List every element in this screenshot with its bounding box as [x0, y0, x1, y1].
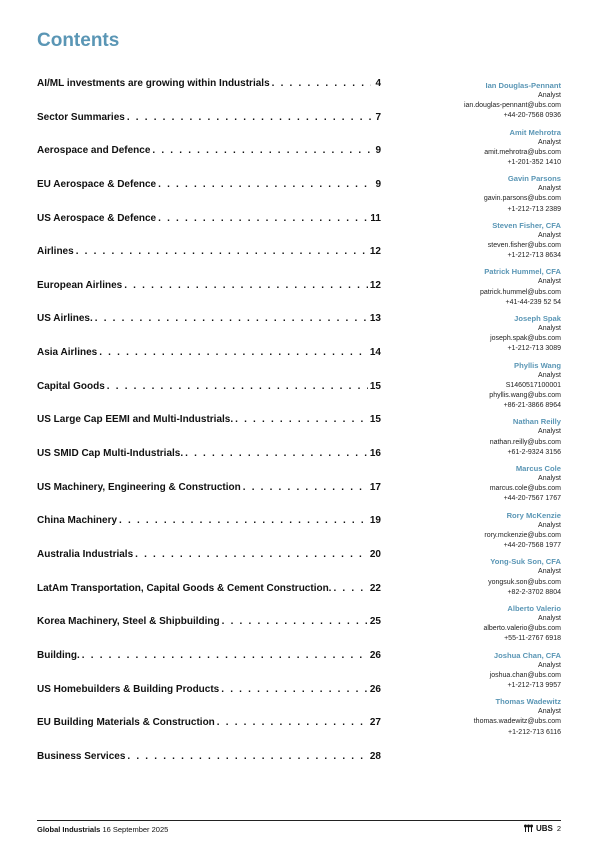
toc-leader-dots: [243, 482, 368, 493]
analyst-contact: [371, 80, 561, 122]
analyst-detail: +1-212-713 3089: [507, 345, 561, 353]
toc-leader-dots: [222, 616, 368, 627]
toc-entry-label: Building.: [37, 649, 80, 661]
analyst-name: Amit Mehrotra: [509, 127, 561, 137]
analyst-contact: [371, 603, 561, 645]
analyst-detail: Analyst: [538, 92, 561, 99]
toc-entry[interactable]: [37, 179, 381, 213]
analyst-detail: +55-11-2767 6918: [504, 635, 561, 643]
analyst-name: Thomas Wadewitz: [495, 697, 561, 707]
analyst-name: Patrick Hummel, CFA: [484, 267, 561, 277]
analyst-detail: +1-212-713 2389: [507, 205, 561, 213]
analyst-contact: [371, 360, 561, 412]
toc-entry-page: 9: [375, 178, 381, 190]
toc-entry[interactable]: [37, 246, 381, 280]
toc-entry-label: Korea Machinery, Steel & Shipbuilding: [37, 616, 220, 628]
toc-entry[interactable]: [37, 78, 381, 112]
analyst-email[interactable]: joseph.spak@ubs.com: [490, 335, 561, 343]
toc-entry-page: 15: [369, 380, 381, 392]
analyst-name: Gavin Parsons: [507, 174, 561, 184]
toc-entry-label: US Large Cap EEMI and Multi-Industrials.: [37, 414, 234, 426]
analyst-detail: +1-212-713 8634: [507, 252, 561, 260]
analyst-detail: +1-212-713 6116: [508, 728, 561, 736]
toc-leader-dots: [135, 549, 368, 560]
toc-entry-label: European Airlines: [37, 279, 123, 291]
analyst-list: [371, 80, 561, 743]
analyst-detail: Analyst: [538, 371, 561, 379]
toc-entry-label: AI/ML investments are growing within Industrials: [37, 78, 270, 89]
analyst-detail: Analyst: [538, 614, 561, 622]
analyst-detail: +1-201-352 1410: [507, 159, 561, 167]
toc-entry-page: 9: [375, 145, 381, 157]
toc-entry-page: 27: [369, 717, 381, 729]
toc-entry[interactable]: [37, 650, 381, 684]
ubs-logo-text: UBS: [535, 824, 553, 833]
analyst-name: Nathan Reilly: [512, 417, 561, 427]
toc-entry-page: 25: [369, 616, 381, 628]
toc-entry[interactable]: [37, 482, 381, 516]
toc-leader-dots: [107, 381, 368, 392]
toc-entry[interactable]: [37, 515, 381, 549]
toc-leader-dots: [158, 213, 368, 224]
toc-entry-page: 12: [369, 279, 381, 291]
analyst-detail: Analyst: [538, 521, 561, 529]
analyst-detail: Analyst: [538, 568, 561, 576]
toc-leader-dots: [127, 112, 371, 123]
analyst-email[interactable]: phyllis.wang@ubs.com: [489, 392, 561, 400]
analyst-detail: +44-20-7568 0936: [503, 112, 561, 120]
analyst-email[interactable]: rory.mckenzie@ubs.com: [484, 531, 561, 539]
analyst-contact: [371, 650, 561, 692]
analyst-detail: Analyst: [538, 185, 561, 193]
analyst-contact: [371, 463, 561, 505]
toc-leader-dots: [221, 684, 368, 695]
toc-entry-page: 12: [369, 246, 381, 258]
toc-entry-label: Airlines: [37, 246, 74, 258]
analyst-name: Joseph Spak: [514, 314, 561, 324]
toc-entry-page: 19: [369, 515, 381, 527]
toc-entry-page: 20: [369, 548, 381, 560]
toc-entry[interactable]: [37, 684, 381, 718]
toc-entry[interactable]: [37, 313, 381, 347]
analyst-contact: [371, 556, 561, 598]
analyst-name: Steven Fisher, CFA: [492, 220, 561, 230]
footer-report-info: [37, 825, 168, 834]
toc-entry[interactable]: [37, 448, 381, 482]
toc-entry[interactable]: [37, 414, 381, 448]
toc-entry[interactable]: [37, 583, 381, 617]
toc-leader-dots: [127, 751, 367, 762]
toc-entry-label: Capital Goods: [37, 380, 105, 392]
analyst-detail: Analyst: [538, 661, 561, 669]
toc-entry-label: EU Aerospace & Defence: [37, 178, 157, 190]
footer-report-title: Global Industrials: [37, 825, 101, 834]
analyst-email[interactable]: steven.fisher@ubs.com: [487, 242, 561, 250]
toc-entry-label: US Homebuilders & Building Products: [37, 683, 220, 695]
analyst-email[interactable]: gavin.parsons@ubs.com: [483, 195, 561, 203]
analyst-contact: [371, 696, 561, 738]
toc-leader-dots: [99, 347, 368, 358]
page-title: Contents: [37, 30, 120, 51]
toc-leader-dots: [158, 179, 371, 190]
toc-leader-dots: [124, 280, 368, 291]
toc-entry-page: 16: [369, 448, 381, 460]
analyst-name: Phyllis Wang: [514, 360, 561, 370]
analyst-email[interactable]: joshua.chan@ubs.com: [489, 671, 561, 679]
analyst-contact: [371, 313, 561, 355]
ubs-logo: [523, 824, 553, 833]
footer-brand: [523, 824, 561, 833]
analyst-email[interactable]: thomas.wadewitz@ubs.com: [473, 718, 561, 726]
analyst-contact: [371, 510, 561, 552]
analyst-detail: Analyst: [538, 138, 561, 146]
toc-leader-dots: [272, 78, 371, 89]
toc-leader-dots: [76, 246, 368, 257]
analyst-detail: +41-44-239 52 54: [505, 298, 561, 306]
toc-entry-page: 28: [369, 750, 381, 762]
toc-entry-label: LatAm Transportation, Capital Goods & Cement Construction.: [37, 582, 332, 594]
analyst-name: Alberto Valerio: [507, 603, 561, 613]
toc-entry-label: EU Building Materials & Construction: [37, 717, 215, 729]
toc-entry-page: 26: [369, 683, 381, 695]
ubs-keys-icon: [523, 824, 534, 833]
toc-entry-label: Sector Summaries: [37, 111, 125, 123]
toc-entry-page: 13: [369, 313, 381, 325]
analyst-contact: [371, 220, 561, 262]
toc-entry-page: 4: [375, 78, 381, 89]
toc-leader-dots: [333, 583, 367, 594]
analyst-name: Marcus Cole: [515, 464, 561, 474]
analyst-detail: +44-20-7568 1977: [503, 542, 561, 550]
analyst-detail: S1460517100001: [505, 381, 561, 389]
toc-leader-dots: [217, 717, 368, 728]
analyst-email[interactable]: nathan.reilly@ubs.com: [489, 438, 561, 446]
analyst-detail: Analyst: [538, 475, 561, 483]
analyst-contact: [371, 266, 561, 308]
toc-entry-page: 17: [369, 481, 381, 493]
analyst-email[interactable]: marcus.cole@ubs.com: [489, 485, 561, 493]
toc-entry[interactable]: [37, 381, 381, 415]
toc-entry[interactable]: [37, 280, 381, 314]
analyst-detail: +1-212-713 9957: [507, 681, 561, 689]
toc-leader-dots: [185, 448, 368, 459]
analyst-contact: [371, 416, 561, 458]
analyst-detail: +82-2-3702 8804: [507, 588, 561, 596]
toc-entry-label: Aerospace and Defence: [37, 145, 151, 157]
analyst-email[interactable]: alberto.valerio@ubs.com: [483, 625, 561, 633]
table-of-contents: [37, 78, 381, 784]
page-number: 2: [556, 824, 561, 833]
analyst-detail: +86-21-3866 8964: [503, 402, 561, 410]
toc-leader-dots: [235, 414, 368, 425]
analyst-detail: Analyst: [538, 428, 561, 436]
toc-entry-label: Australia Industrials: [37, 548, 134, 560]
toc-entry-label: Asia Airlines: [37, 347, 98, 359]
toc-entry-label: US SMID Cap Multi-Industrials.: [37, 448, 184, 460]
toc-entry-label: China Machinery: [37, 515, 118, 527]
analyst-detail: Analyst: [538, 231, 561, 239]
analyst-name: Rory McKenzie: [506, 510, 561, 520]
analyst-detail: +44-20-7567 1767: [503, 495, 561, 503]
analyst-email[interactable]: patrick.hummel@ubs.com: [479, 288, 561, 296]
toc-entry[interactable]: [37, 751, 381, 785]
toc-leader-dots: [82, 650, 368, 661]
analyst-detail: +61-2-9324 3156: [507, 448, 561, 456]
analyst-name: Yong-Suk Son, CFA: [490, 557, 561, 567]
toc-entry-page: 22: [369, 582, 381, 594]
analyst-detail: Analyst: [538, 708, 561, 716]
toc-entry[interactable]: [37, 213, 381, 247]
analyst-contact: [371, 173, 561, 215]
analyst-email[interactable]: amit.mehrotra@ubs.com: [484, 148, 561, 156]
toc-entry[interactable]: [37, 145, 381, 179]
toc-entry-page: 26: [369, 649, 381, 661]
toc-entry[interactable]: [37, 549, 381, 583]
toc-entry[interactable]: [37, 347, 381, 381]
toc-entry-page: 14: [369, 347, 381, 359]
toc-entry-page: 7: [375, 111, 381, 123]
analyst-detail: Analyst: [538, 278, 561, 286]
toc-entry[interactable]: [37, 616, 381, 650]
toc-leader-dots: [95, 313, 368, 324]
toc-entry-page: 15: [369, 414, 381, 426]
toc-entry[interactable]: [37, 717, 381, 751]
toc-entry[interactable]: [37, 112, 381, 146]
footer-divider: [37, 820, 561, 821]
analyst-email[interactable]: yongsuk.son@ubs.com: [488, 578, 561, 586]
toc-entry-label: US Machinery, Engineering & Construction: [37, 481, 241, 493]
analyst-contact: [371, 127, 561, 169]
toc-entry-label: US Aerospace & Defence: [37, 212, 157, 224]
toc-leader-dots: [119, 515, 368, 526]
analyst-name: Ian Douglas-Pennant: [485, 81, 561, 90]
toc-leader-dots: [152, 145, 371, 156]
toc-entry-page: 11: [370, 212, 381, 224]
toc-entry-label: Business Services: [37, 750, 126, 762]
analyst-detail: Analyst: [538, 325, 561, 333]
toc-entry-label: US Airlines.: [37, 313, 93, 325]
analyst-name: Joshua Chan, CFA: [493, 650, 561, 660]
footer-date: 16 September 2025: [102, 825, 169, 834]
analyst-email[interactable]: ian.douglas-pennant@ubs.com: [463, 102, 561, 110]
